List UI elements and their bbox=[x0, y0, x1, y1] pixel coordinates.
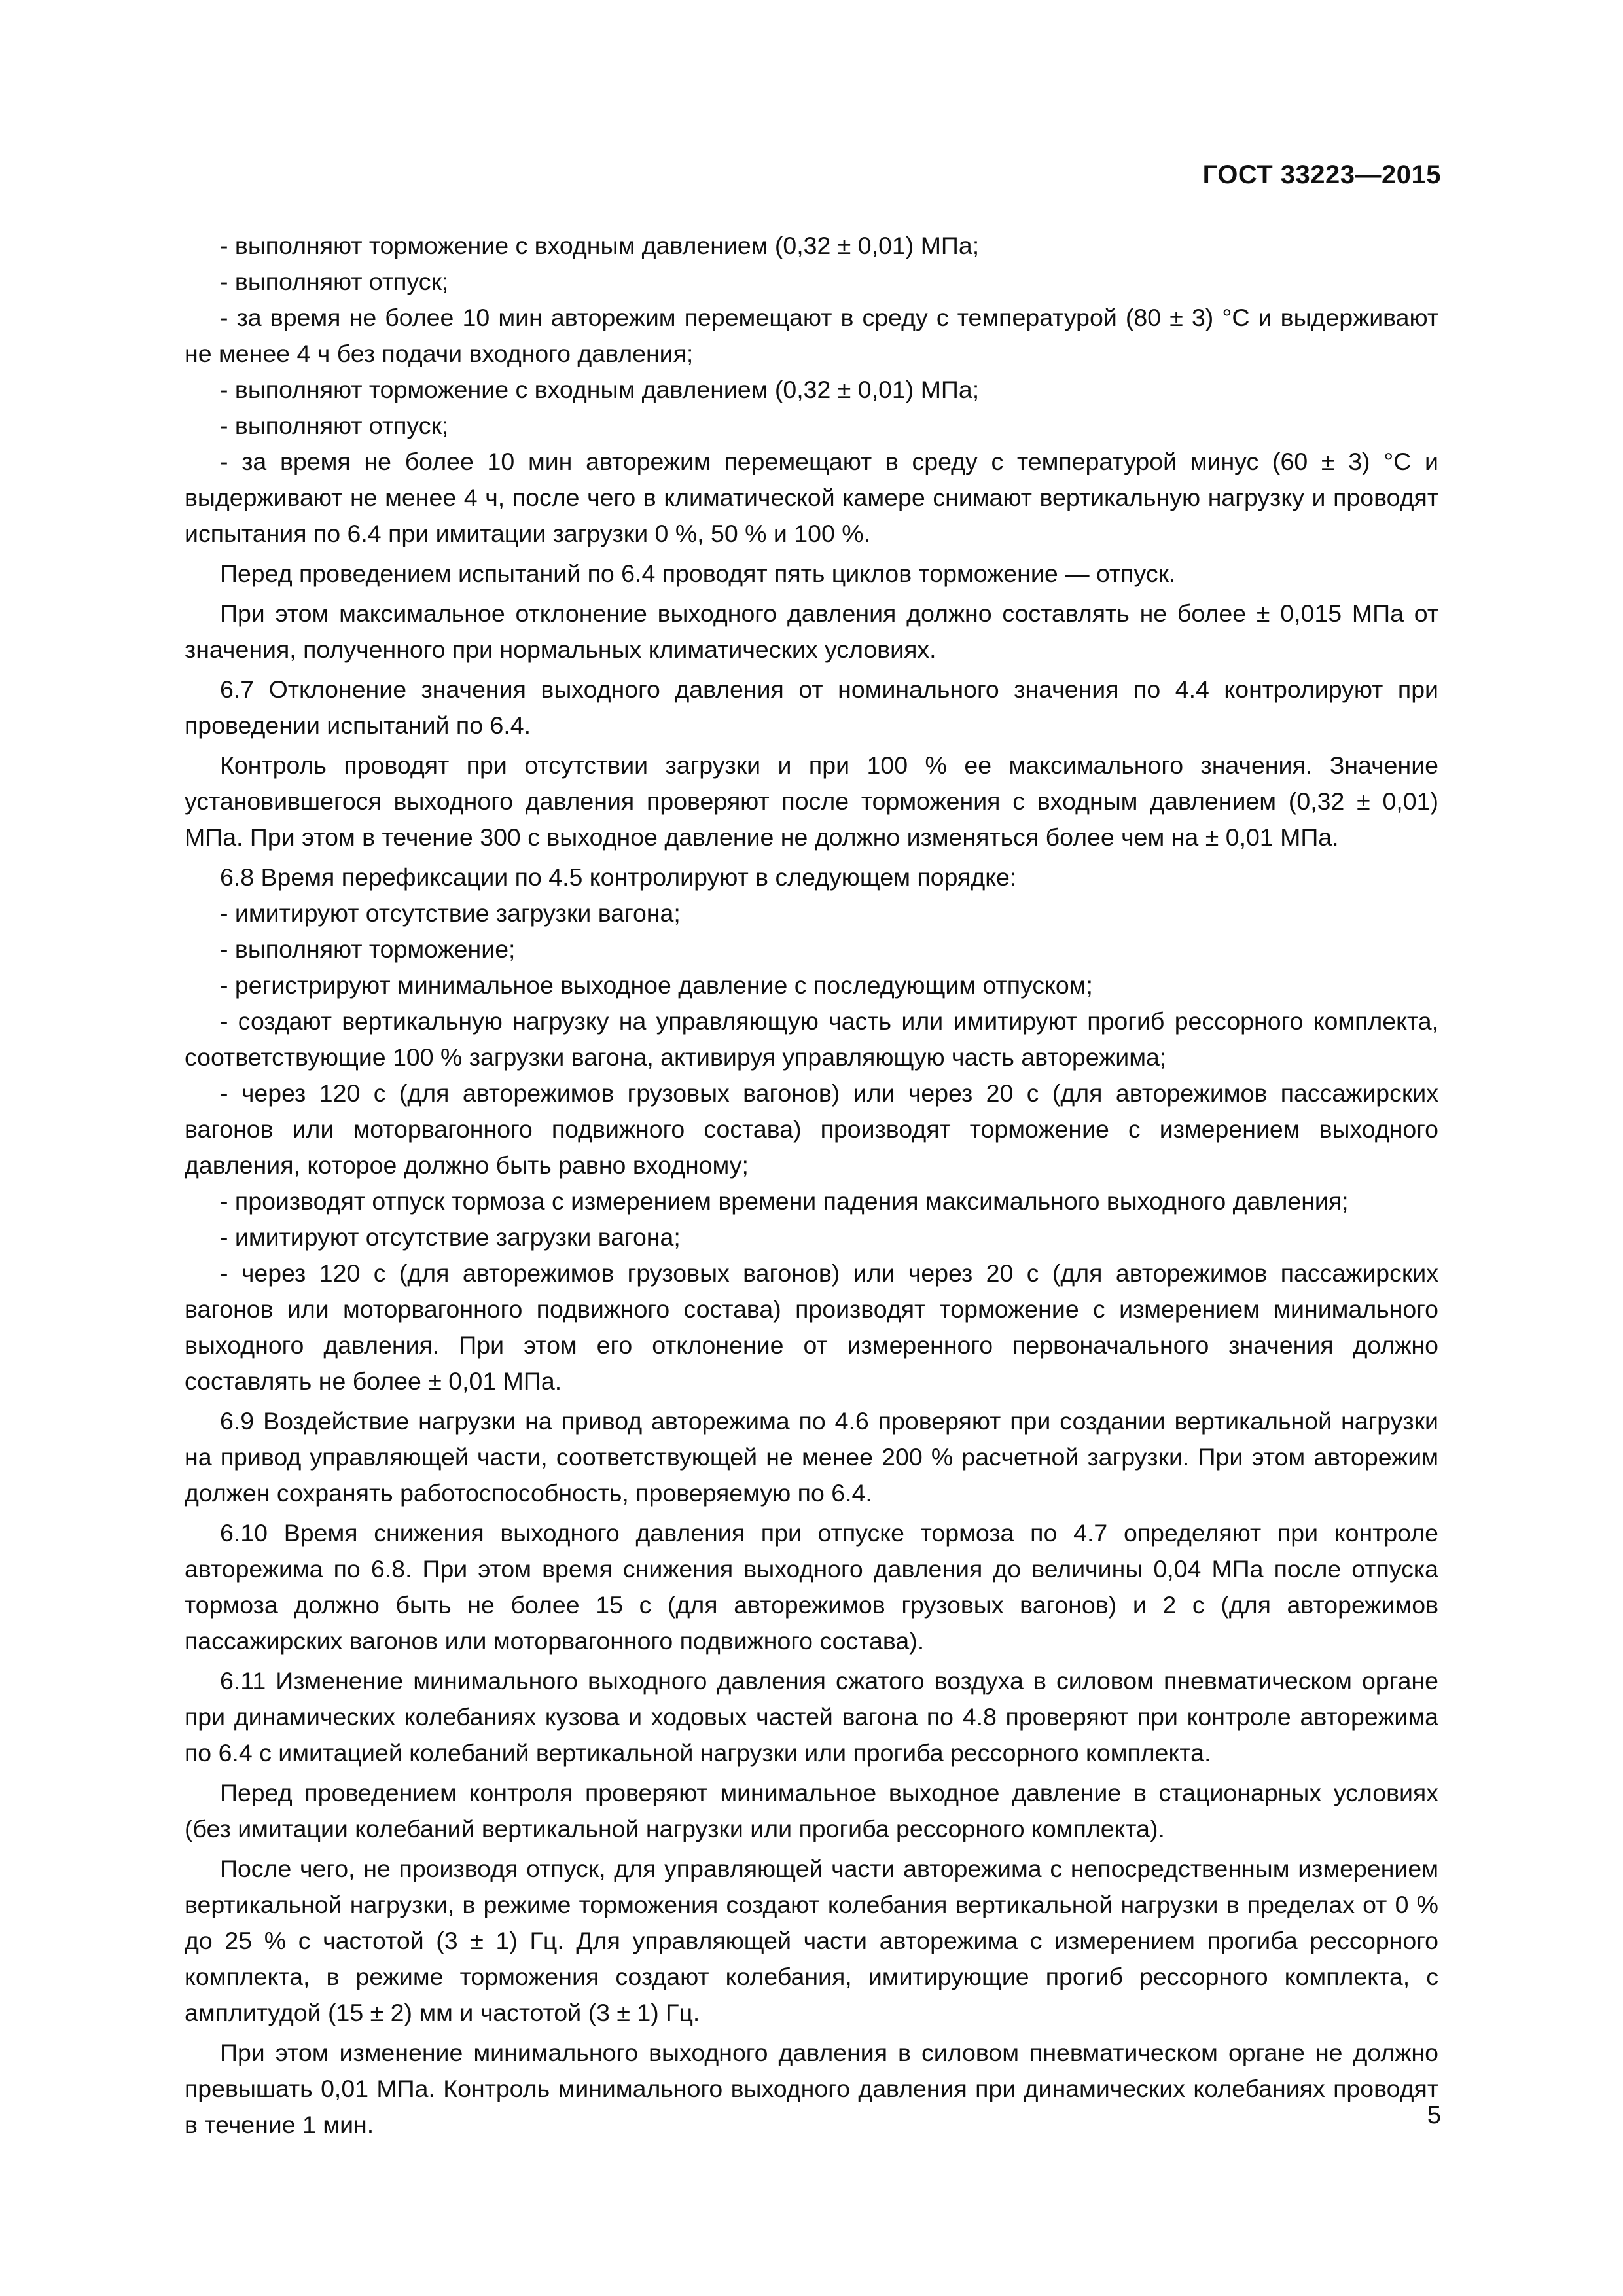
paragraph: - выполняют отпуск; bbox=[220, 268, 449, 295]
clause-6-7: 6.7 Отклонение значения выходного давления от номинального значения по 4.4 контролируют при проведении испытаний по 6.4. bbox=[185, 675, 1438, 739]
paragraph: После чего, не производя отпуск, для управляющей части авторежима с непосредственным измерением вертикальной нагрузки, в режиме торможения создают колебания вертикальной нагрузки в пределах от 0 % до 25 % с частотой (3 ± 1) Гц. Для управляющей части авторежима с измерением прогиба рессорного комплекта, в режиме торможения создают колебания, имитирующие прогиб рессорного комплекта, с амплитудой (15 ± 2) мм и частотой (3 ± 1) Гц. bbox=[185, 1855, 1438, 2026]
paragraph: Перед проведением испытаний по 6.4 проводят пять циклов торможение — отпуск. bbox=[220, 560, 1176, 587]
list-item: - производят отпуск тормоза с измерением времени падения максимального выходного давления; bbox=[220, 1187, 1349, 1215]
paragraph: - выполняют отпуск; bbox=[220, 412, 449, 439]
body-text bbox=[185, 228, 1438, 2143]
clause-6-8: 6.8 Время перефиксации по 4.5 контролируют в следующем порядке: bbox=[220, 863, 1017, 891]
paragraph: - за время не более 10 мин авторежим перемещают в среду с температурой (80 ± 3) °С и выдерживают не менее 4 ч без подачи входного давления; bbox=[185, 304, 1438, 367]
paragraph: Перед проведением контроля проверяют минимальное выходное давление в стационарных условиях (без имитации колебаний вертикальной нагрузки или прогиба рессорного комплекта). bbox=[185, 1779, 1438, 1842]
paragraph: При этом максимальное отклонение выходного давления должно составлять не более ± 0,015 МПа от значения, полученного при нормальных климатических условиях. bbox=[185, 600, 1438, 663]
standard-designation: ГОСТ 33223—2015 bbox=[1202, 160, 1441, 189]
clause-6-9: 6.9 Воздействие нагрузки на привод авторежима по 4.6 проверяют при создании вертикальной нагрузки на привод управляющей части, соответствующей не менее 200 % расчетной загрузки. При этом авторежим должен сохранять работоспособность, проверяемую по 6.4. bbox=[185, 1407, 1438, 1507]
list-item: - имитируют отсутствие загрузки вагона; bbox=[220, 899, 681, 927]
paragraph: - выполняют торможение с входным давлением (0,32 ± 0,01) МПа; bbox=[220, 376, 980, 403]
list-item: - выполняют торможение; bbox=[220, 935, 516, 963]
list-item: - через 120 с (для авторежимов грузовых вагонов) или через 20 с (для авторежимов пассажирских вагонов или моторвагонного подвижного состава) производят торможение с измерением выходного давления, которое должно быть равно входному; bbox=[185, 1079, 1438, 1179]
paragraph: Контроль проводят при отсутствии загрузки и при 100 % ее максимального значения. Значение установившегося выходного давления проверяют после торможения с входным давлением (0,32 ± 0,01) МПа. При этом в течение 300 с выходное давление не должно изменяться более чем на ± 0,01 МПа. bbox=[185, 751, 1438, 851]
paragraph: - за время не более 10 мин авторежим перемещают в среду с температурой минус (60 ± 3) °С и выдерживают не менее 4 ч, после чего в климатической камере снимают вертикальную нагрузку и проводят испытания по 6.4 при имитации загрузки 0 %, 50 % и 100 %. bbox=[185, 448, 1438, 547]
list-item: - создают вертикальную нагрузку на управляющую часть или имитируют прогиб рессорного комплекта, соответствующие 100 % загрузки вагона, активируя управляющую часть авторежима; bbox=[185, 1007, 1438, 1071]
clause-6-11: 6.11 Изменение минимального выходного давления сжатого воздуха в силовом пневматическом органе при динамических колебаниях кузова и ходовых частей вагона по 4.8 проверяют при контроле авторежима по 6.4 с имитацией колебаний вертикальной нагрузки или прогиба рессорного комплекта. bbox=[185, 1667, 1438, 1767]
clause-6-10: 6.10 Время снижения выходного давления при отпуске тормоза по 4.7 определяют при контроле авторежима по 6.8. При этом время снижения выходного давления до величины 0,04 МПа после отпуска тормоза должно быть не более 15 с (для авторежимов грузовых вагонов) и 2 с (для авторежимов пассажирских вагонов или моторвагонного подвижного состава). bbox=[185, 1519, 1438, 1655]
list-item: - имитируют отсутствие загрузки вагона; bbox=[220, 1223, 681, 1251]
list-item: - через 120 с (для авторежимов грузовых вагонов) или через 20 с (для авторежимов пассажирских вагонов или моторвагонного подвижного состава) производят торможение с измерением минимального выходного давления. При этом его отклонение от измеренного первоначального значения должно составлять не более ± 0,01 МПа. bbox=[185, 1259, 1438, 1395]
paragraph: - выполняют торможение с входным давлением (0,32 ± 0,01) МПа; bbox=[220, 232, 980, 259]
paragraph: При этом изменение минимального выходного давления в силовом пневматическом органе не должно превышать 0,01 МПа. Контроль минимального выходного давления при динамических колебаниях проводят в течение 1 мин. bbox=[185, 2039, 1438, 2138]
page-number: 5 bbox=[1427, 2102, 1441, 2129]
list-item: - регистрируют минимальное выходное давление с последующим отпуском; bbox=[220, 971, 1093, 999]
